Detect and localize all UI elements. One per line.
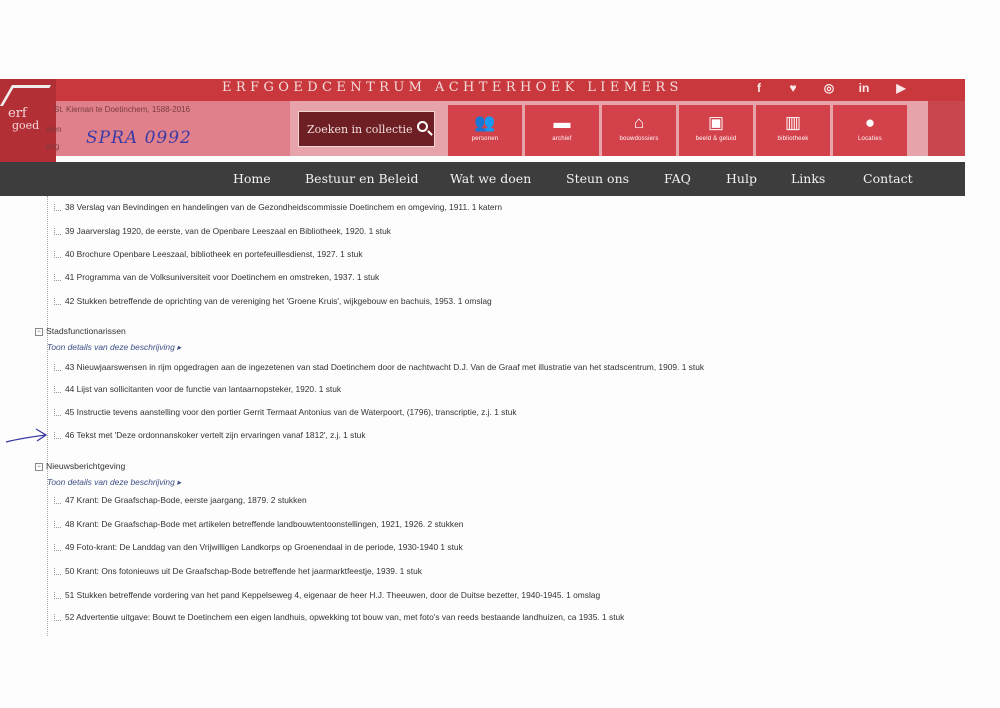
collapse-toggle-icon[interactable]: − xyxy=(35,328,43,336)
list-item-text: 43 Nieuwjaarswensen in rijm opgedragen aan de ingezetenen van stad Doetinchem door de nachtwacht D.J. Van de Graaf met illustratie van het stadscentrum, 1909. 1 stuk xyxy=(65,362,705,372)
nav-hulp[interactable]: Hulp xyxy=(726,171,757,186)
nav-bestuur-en-beleid[interactable]: Bestuur en Beleid xyxy=(305,171,419,186)
tile-label: archief xyxy=(552,136,572,142)
tile-label: bouwdossiers xyxy=(619,136,659,142)
tree-branch-icon xyxy=(54,364,61,371)
house-icon: ⌂ xyxy=(633,113,645,132)
tree-branch-icon xyxy=(54,592,61,599)
category-title: Stadsfunctionarissen xyxy=(46,326,126,336)
tree-branch-icon xyxy=(54,228,61,235)
list-item-text: 45 Instructie tevens aanstelling voor den portier Gerrit Termaat Antonius van de Waterpoort, (1796), transcriptie, z.j. 1 stuk xyxy=(65,407,517,417)
logo-text-line1: erf xyxy=(8,106,27,121)
list-item-text: 42 Stukken betreffende de oprichting van de vereniging het 'Groene Kruis', wijkgebouw en bachuis, 1953. 1 omslag xyxy=(65,296,492,306)
nav-wat-we-doen[interactable]: Wat we doen xyxy=(450,171,532,186)
list-item-text: 44 Lijst van sollicitanten voor de functie van lantaarnopsteker, 1920. 1 stuk xyxy=(65,384,342,394)
location-pin-icon: ● xyxy=(864,113,876,132)
list-item-text: 51 Stukken betreffende vordering van het pand Keppelseweg 4, eigenaar de heer H.J. Theeuwen, door de Duitse bezetter, 1940-1945. 1 omslag xyxy=(65,590,601,600)
tree-branch-icon xyxy=(54,497,61,504)
tile-bouwdossiers[interactable] xyxy=(602,105,676,156)
tile-beeld-geluid[interactable] xyxy=(679,105,753,156)
list-item-text: 49 Foto-krant: De Landdag van den Vrijwilligen Landkorps op Groenendaal in de periode, 1930-1940 1 stuk xyxy=(65,542,463,552)
tile-label: Locaties xyxy=(858,136,882,142)
category-stadsfunctionarissen[interactable] xyxy=(35,326,126,336)
list-item-text: 38 Verslag van Bevindingen en handelingen van de Gezondheidscommissie Doetinchem en omgeving, 1911. 1 katern xyxy=(65,202,503,212)
list-item[interactable] xyxy=(65,249,363,259)
tree-branch-icon xyxy=(54,568,61,575)
persons-icon: 👥 xyxy=(474,113,496,132)
list-item-text: 41 Programma van de Volksuniversiteit voor Doetinchem en omstreken, 1937. 1 stuk xyxy=(65,272,380,282)
tile-locaties[interactable] xyxy=(833,105,907,156)
tile-archief[interactable] xyxy=(525,105,599,156)
tree-branch-icon xyxy=(54,386,61,393)
category-nieuwsberichtgeving[interactable] xyxy=(35,461,125,471)
tile-label: bibliotheek xyxy=(777,136,809,142)
details-link[interactable]: Toon details van deze beschrijving ▸ xyxy=(47,477,182,487)
archive-meta-line2: ang xyxy=(46,142,60,151)
tree-branch-icon xyxy=(54,274,61,281)
facebook-icon[interactable]: f xyxy=(757,81,761,95)
archive-title: St. Kiernan te Doetinchem, 1588-2016 xyxy=(54,105,191,114)
tree-branch-icon xyxy=(54,251,61,258)
twitter-icon[interactable]: ♥ xyxy=(789,81,797,95)
tile-bibliotheek[interactable] xyxy=(756,105,830,156)
photo-icon: ▣ xyxy=(707,113,725,132)
list-item[interactable] xyxy=(65,407,517,417)
nav-links[interactable]: Links xyxy=(791,171,826,186)
site-title[interactable]: ERFGOEDCENTRUM ACHTERHOEK LIEMERS xyxy=(222,80,683,95)
list-item-text: 46 Tekst met 'Deze ordonnanskoker vertelt zijn ervaringen vanaf 1812', z.j. 1 stuk xyxy=(65,430,366,440)
nav-home[interactable]: Home xyxy=(233,171,271,186)
list-item[interactable] xyxy=(65,612,624,622)
list-item-text: 48 Krant: De Graafschap-Bode met artikelen betreffende landbouwtentoonstellingen, 1921, 1926. 2 stukken xyxy=(65,519,464,529)
list-item[interactable] xyxy=(65,495,307,505)
list-item-text: 39 Jaarverslag 1920, de eerste, van de Openbare Leeszaal en Bibliotheek, 1920. 1 stuk xyxy=(65,226,391,236)
list-item[interactable] xyxy=(65,384,341,394)
search-icon[interactable] xyxy=(417,121,428,132)
list-item[interactable] xyxy=(65,566,422,576)
list-item-text: 52 Advertentie uitgave: Bouwt te Doetinchem een eigen landhuis, opwekking tot bouw van, met foto's van reeds bestaande landhuizen, ca 1935. 1 stuk xyxy=(65,612,625,622)
tree-branch-icon xyxy=(54,298,61,305)
tile-label: beeld & geluid xyxy=(695,136,737,142)
tile-personen[interactable] xyxy=(448,105,522,156)
nav-faq[interactable]: FAQ xyxy=(664,171,691,186)
list-item[interactable] xyxy=(65,272,379,282)
books-icon: ▥ xyxy=(784,113,802,132)
list-item[interactable] xyxy=(65,362,704,372)
instagram-icon[interactable]: ◎ xyxy=(823,81,835,95)
youtube-icon[interactable]: ▶ xyxy=(896,81,906,95)
list-item-text: 47 Krant: De Graafschap-Bode, eerste jaargang, 1879. 2 stukken xyxy=(65,495,307,505)
list-item[interactable] xyxy=(65,430,366,440)
tile-label: personen xyxy=(471,136,499,142)
list-item[interactable] xyxy=(65,519,463,529)
tree-branch-icon xyxy=(54,544,61,551)
linkedin-icon[interactable]: in xyxy=(858,81,870,95)
list-item[interactable] xyxy=(65,542,463,552)
nav-contact[interactable]: Contact xyxy=(863,171,913,186)
list-item[interactable] xyxy=(65,590,600,600)
list-item-text: 50 Krant: Ons fotonieuws uit De Graafschap-Bode betreffende het jaarmarktfeestje, 1939. 1 stuk xyxy=(65,566,422,576)
tree-branch-icon xyxy=(54,409,61,416)
tree-branch-icon xyxy=(54,204,61,211)
list-item-text: 40 Brochure Openbare Leeszaal, bibliotheek en portefeuillesdienst, 1927. 1 stuk xyxy=(65,249,363,259)
nav-steun-ons[interactable]: Steun ons xyxy=(566,171,630,186)
handwritten-arrow-icon xyxy=(4,426,50,448)
category-title: Nieuwsberichtgeving xyxy=(46,461,126,471)
logo-chevron-icon xyxy=(0,85,51,106)
collapse-toggle-icon[interactable]: − xyxy=(35,463,43,471)
list-item[interactable] xyxy=(65,226,391,236)
tree-connector xyxy=(47,196,48,636)
folder-icon: ▬ xyxy=(553,113,571,132)
tree-branch-icon xyxy=(54,614,61,621)
tree-branch-icon xyxy=(54,521,61,528)
details-link[interactable]: Toon details van deze beschrijving ▸ xyxy=(47,342,182,352)
header-right-block xyxy=(928,101,965,156)
search-box[interactable] xyxy=(298,111,435,147)
search-input[interactable]: Zoeken in collectie xyxy=(307,123,413,136)
tree-branch-icon xyxy=(54,432,61,439)
logo-text-line2: goed xyxy=(12,119,40,132)
list-item[interactable] xyxy=(65,202,502,212)
handwritten-reference: SPRA 0992 xyxy=(86,128,192,148)
archive-meta-line1: rken xyxy=(46,125,62,134)
list-item[interactable] xyxy=(65,296,492,306)
